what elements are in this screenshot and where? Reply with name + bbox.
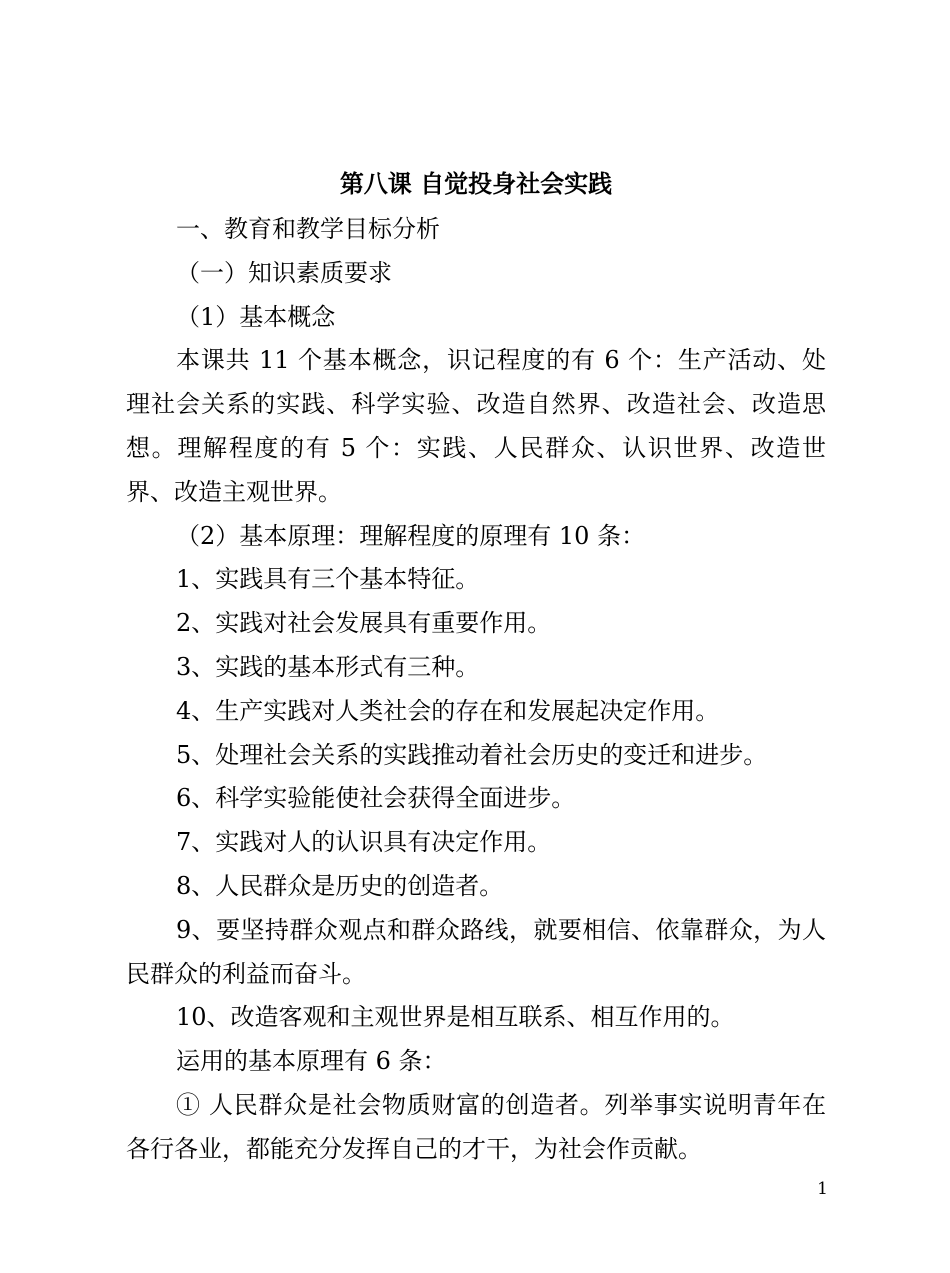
page-number: 1: [817, 1179, 828, 1199]
list-item: 9、要坚持群众观点和群众路线，就要相信、依靠群众，为人民群众的利益而奋斗。: [126, 915, 826, 988]
subsection-heading: （一）知识素质要求: [176, 258, 392, 287]
list-item: 2、实践对社会发展具有重要作用。: [176, 609, 552, 638]
document-body: [126, 208, 826, 1172]
body-paragraph: 本课共 11 个基本概念，识记程度的有 6 个：生产活动、处理社会关系的实践、科学实验、改造自然界、改造社会、改造思想。理解程度的有 5 个：实践、人民群众、认识世界、改造世界、改造主观世界。: [126, 346, 826, 506]
list-item: 6、科学实验能使社会获得全面进步。: [176, 784, 576, 813]
list-item: 10、改造客观和主观世界是相互联系、相互作用的。: [176, 1003, 735, 1032]
list-item: 7、实践对人的认识具有决定作用。: [176, 828, 552, 857]
subsubsection-heading: （1）基本概念: [176, 302, 336, 331]
subsubsection-heading: （2）基本原理：理解程度的原理有 10 条：: [176, 521, 646, 550]
section-heading: 一、教育和教学目标分析: [176, 215, 440, 243]
list-item: ① 人民群众是社会物质财富的创造者。列举事实说明青年在各行各业，都能充分发挥自己的才干，为社会作贡献。: [126, 1090, 826, 1163]
list-item: 1、实践具有三个基本特征。: [176, 565, 480, 594]
document-title: 第八课 自觉投身社会实践: [339, 169, 613, 198]
list-item: 5、处理社会关系的实践推动着社会历史的变迁和进步。: [176, 740, 768, 769]
list-item: 3、实践的基本形式有三种。: [176, 652, 480, 681]
list-item: 8、人民群众是历史的创造者。: [176, 871, 504, 900]
body-paragraph: 运用的基本原理有 6 条：: [176, 1047, 447, 1076]
list-item: 4、生产实践对人类社会的存在和发展起决定作用。: [176, 696, 720, 725]
